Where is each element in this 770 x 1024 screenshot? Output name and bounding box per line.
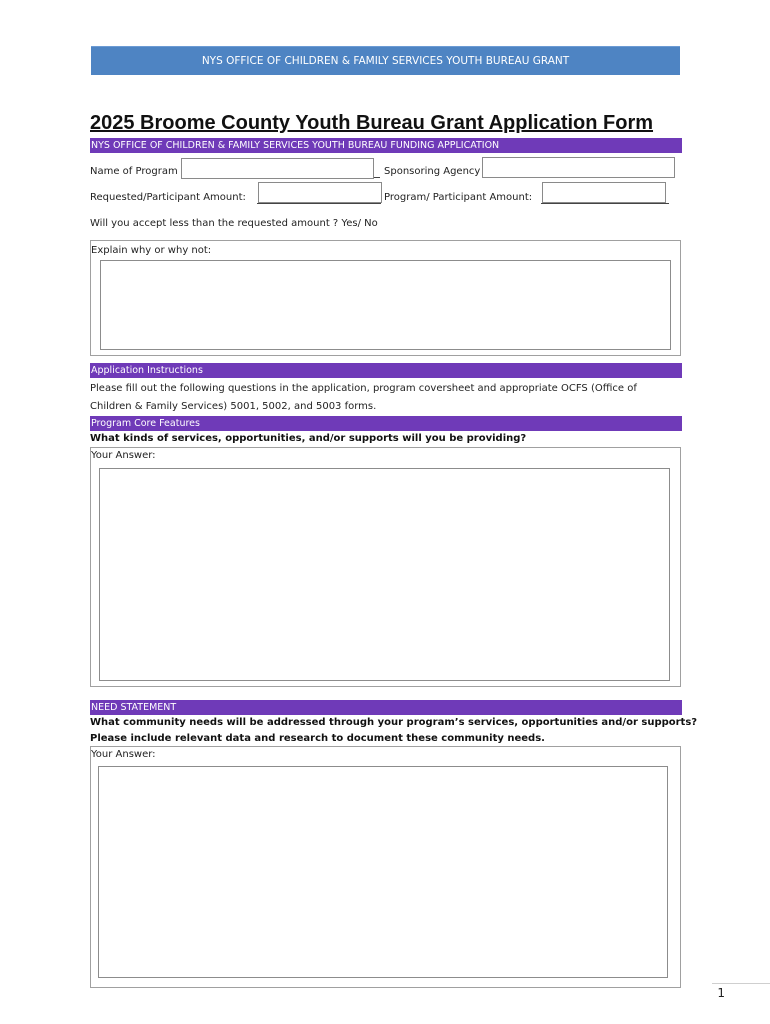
need-statement-question-line-2: Please include relevant data and research to document these community needs. (90, 733, 545, 744)
requested-amount-underline (257, 203, 381, 204)
instructions-line-1: Please fill out the following questions in the application, program coversheet and appropriate OCFS (Office of (90, 383, 637, 394)
core-features-answer-label: Your Answer: (91, 450, 156, 461)
instructions-heading: Application Instructions (90, 363, 682, 378)
need-statement-question-line-1: What community needs will be addressed through your program’s services, opportunities and/or supports? (90, 717, 698, 728)
requested-amount-label: Requested/Participant Amount: (90, 192, 246, 203)
sponsoring-agency-label: Sponsoring Agency (384, 166, 481, 177)
page-number: 1 (717, 986, 725, 1000)
need-statement-heading: NEED STATEMENT (90, 700, 682, 715)
need-statement-answer-label: Your Answer: (91, 749, 156, 760)
page-banner: NYS OFFICE OF CHILDREN & FAMILY SERVICES YOUTH BUREAU GRANT (91, 46, 680, 75)
page-title: 2025 Broome County Youth Bureau Grant Application Form (90, 112, 654, 134)
sponsoring-agency-field[interactable] (482, 157, 675, 178)
requested-amount-field[interactable] (258, 182, 382, 203)
funding-section-heading: NYS OFFICE OF CHILDREN & FAMILY SERVICES YOUTH BUREAU FUNDING APPLICATION (90, 138, 682, 153)
core-features-question: What kinds of services, opportunities, and/or supports will you be providing? (90, 433, 527, 444)
explain-label: Explain why or why not: (91, 245, 212, 256)
explain-field[interactable] (100, 260, 671, 350)
program-name-label: Name of Program (90, 166, 178, 177)
core-features-heading: Program Core Features (90, 416, 682, 431)
program-amount-field[interactable] (542, 182, 666, 203)
core-features-answer-field[interactable] (99, 468, 670, 681)
instructions-line-2: Children & Family Services) 5001, 5002, and 5003 forms. (90, 401, 377, 412)
program-amount-underline (541, 203, 669, 204)
program-name-field[interactable] (181, 158, 374, 179)
footer-divider (712, 983, 770, 984)
accept-less-question: Will you accept less than the requested amount ? Yes/ No (90, 218, 378, 229)
program-amount-label: Program/ Participant Amount: (384, 192, 533, 203)
need-statement-answer-field[interactable] (98, 766, 668, 978)
